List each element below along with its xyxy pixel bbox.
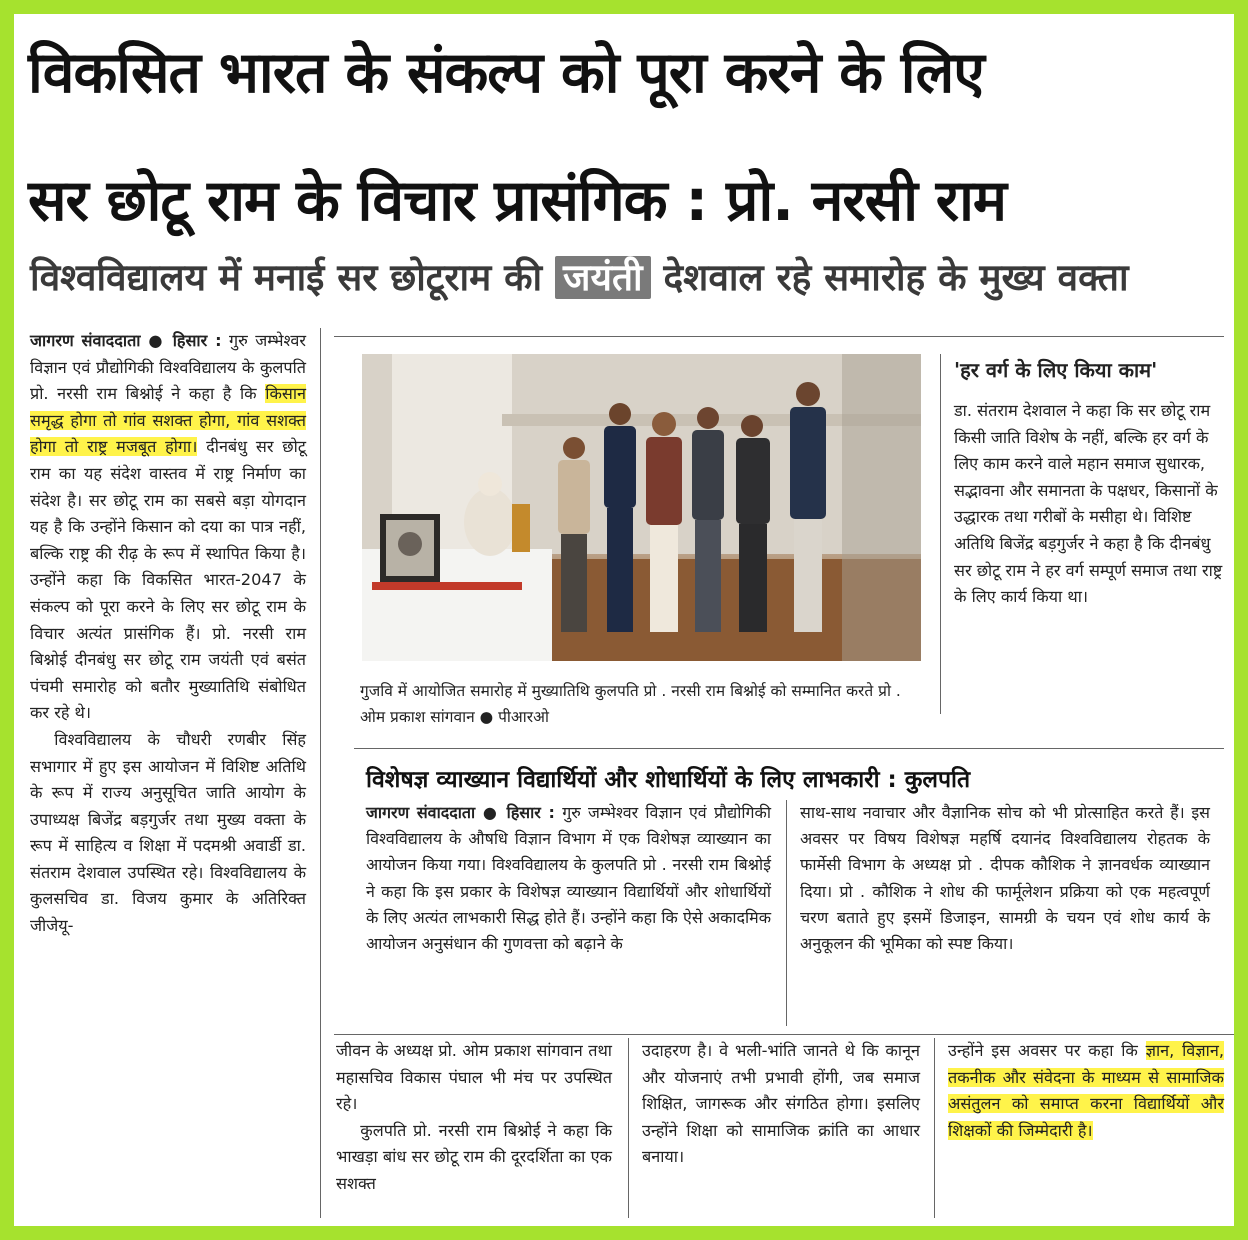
side-story-body xyxy=(954,398,1224,611)
main-col2-text: जीवन के अध्यक्ष प्रो. ओम प्रकाश सांगवान तथा महासचिव विकास पंघाल भी मंच पर उपस्थित रहे। xyxy=(336,1041,612,1114)
side-story-text: डा. संतराम देशवाल ने कहा कि सर छोटू राम किसी जाति विशेष के नहीं, बल्कि हर वर्ग के लिए काम करने वाले महान समाज सुधारक, सद्भावना और समानता के पक्षधर, किसानों के उद्धारक तथा गरीबों के मसीहा थे। विशिष्ट अतिथि बिजेंद्र बड़गुर्जर ने कहा है कि दीनबंधु सर छोटू राम ने हर वर्ग सम्पूर्ण समाज तथा राष्ट्र के लिए कार्य किया था। xyxy=(954,401,1223,607)
main-story-column-3 xyxy=(642,1038,920,1171)
lecture-right-column xyxy=(800,800,1210,957)
headline-line-2: सर छोटू राम के विचार प्रासंगिक : प्रो. नरसी राम xyxy=(28,168,1006,234)
main-story-column-2 xyxy=(336,1038,612,1198)
lecture-right-text: साथ-साथ नवाचार और वैज्ञानिक सोच को भी प्रोत्साहित करते हैं। इस अवसर पर विषय विशेषज्ञ महर्षि दयानंद विश्वविद्यालय रोहतक के फार्मेसी विभाग के अध्यक्ष प्रो . दीपक कौशिक ने ज्ञानवर्धक व्याख्यान दिया। प्रो . कौशिक ने शोध की फार्मूलेशन प्रक्रिया को एक महत्वपूर्ण चरण बताते हुए इसमें डिजाइन, सामग्री के चयन एवं शोध कार्य के अनुकूलन की भूमिका को स्पष्ट किया। xyxy=(800,803,1210,954)
side-divider xyxy=(940,354,941,714)
event-photo xyxy=(362,354,921,661)
main-p1-rest: दीनबंधु सर छोटू राम का यह संदेश वास्तव में राष्ट्र निर्माण का संदेश है। सर छोटू राम का सबसे बड़ा योगदान यह है कि उन्होंने किसान को दया का पात्र नहीं, बल्कि राष्ट्र की रीढ़ के रूप में स्थापित किया है। उन्होंने कहा कि विकसित भारत-2047 के संकल्प को पूरा करने के लिए सर छोटू राम के विचार अत्यंत प्रासंगिक हैं। प्रो. नरसी राम बिश्नोई दीनबंधु सर छोटू राम जयंती एवं बसंत पंचमी समारोह को बतौर मुख्यातिथि संबोधित कर रहे थे। xyxy=(30,437,306,723)
person-3 xyxy=(646,412,682,632)
lecture-heading: विशेषज्ञ व्याख्यान विद्यार्थियों और शोधार्थियों के लिए लाभकारी : कुलपति xyxy=(366,767,971,793)
main-col4-highlight: ज्ञान, विज्ञान, तकनीक और संवेदना के माध्यम से सामाजिक असंतुलन को समाप्त करना विद्यार्थियों और शिक्षकों की जिम्मेदारी है। xyxy=(948,1041,1224,1140)
person-6 xyxy=(790,382,826,632)
main-col4-intro: उन्होंने इस अवसर पर कहा कि xyxy=(948,1041,1138,1060)
person-1 xyxy=(558,437,590,632)
main-story-column-4 xyxy=(948,1038,1224,1144)
headline-line-1: विकसित भारत के संकल्प को पूरा करने के लिए xyxy=(28,40,984,106)
bottom-block-rule xyxy=(334,1034,1234,1035)
subheadline-pre: विश्वविद्यालय में मनाई सर छोटूराम की xyxy=(30,256,543,299)
newspaper-clipping xyxy=(14,14,1234,1226)
main-col2-p2: कुलपति प्रो. नरसी राम बिश्नोई ने कहा कि भाखड़ा बांध सर छोटू राम की दूरदर्शिता का एक सशक्त xyxy=(336,1120,612,1193)
main-p1-intro: गुरु जम्भेश्वर विज्ञान एवं प्रौद्योगिकी विश्वविद्यालय के कुलपति प्रो. नरसी राम बिश्नोई ने कहा है कि xyxy=(30,331,307,404)
main-p2: विश्वविद्यालय के चौधरी रणबीर सिंह सभागार में हुए इस आयोजन में विशिष्ट अतिथि के रूप में राज्य अनुसूचित जाति आयोग के उपाध्यक्ष बिजेंद्र बड़गुर्जर तथा मुख्य वक्ता के रूप में साहित्य व शिक्षा में पदमश्री अवार्डी डा. संतराम देशवाल उपस्थित रहे। विश्वविद्यालय के कुलसचिव डा. विजय कुमार के अतिरिक्त जीजेयू- xyxy=(30,729,306,936)
lecture-byline: जागरण संवाददाता ● हिसार : xyxy=(366,803,555,822)
column-divider xyxy=(320,328,321,1218)
side-story-heading: 'हर वर्ग के लिए किया काम' xyxy=(954,358,1158,382)
main-byline: जागरण संवाददाता ● हिसार : xyxy=(30,331,222,350)
subheadline-post: देशवाल रहे समारोह के मुख्य वक्ता xyxy=(663,256,1129,299)
photo-caption: गुजवि में आयोजित समारोह में मुख्यातिथि कुलपति प्रो . नरसी राम बिश्नोई को सम्मानित करते प्रो . ओम प्रकाश सांगवान ● पीआरओ xyxy=(360,682,901,726)
subheadline xyxy=(30,252,1230,304)
person-5 xyxy=(736,415,770,632)
person-2 xyxy=(604,403,636,632)
main-p1-highlight: किसान समृद्ध होगा तो गांव सशक्त होगा, गांव सशक्त होगा तो राष्ट्र मजबूत होगा। xyxy=(30,384,306,457)
column-divider-2 xyxy=(628,1038,629,1218)
lecture-top-rule xyxy=(354,748,1224,749)
person-4 xyxy=(692,407,724,632)
jayanti-tag: जयंती xyxy=(555,256,651,299)
event-photo-illustration xyxy=(362,354,921,661)
lecture-divider xyxy=(786,800,787,1026)
box-top-rule xyxy=(334,336,1224,337)
main-story-column-1 xyxy=(30,328,306,940)
column-divider-3 xyxy=(934,1038,935,1218)
main-col3-text: उदाहरण है। वे भली-भांति जानते थे कि कानून और योजनाएं तभी प्रभावी होंगी, जब समाज शिक्षित, जागरूक और संगठित होगा। इसलिए उन्होंने शिक्षा को सामाजिक क्रांति का आधार बनाया। xyxy=(642,1041,920,1167)
lecture-left-text: गुरु जम्भेश्वर विज्ञान एवं प्रौद्योगिकी विश्वविद्यालय के औषधि विज्ञान विभाग में एक विशेषज्ञ व्याख्यान का आयोजन किया गया। विश्वविद्यालय के कुलपति प्रो . नरसी राम बिश्नोई ने कहा कि इस प्रकार के विशेषज्ञ व्याख्यान विद्यार्थियों और शोधार्थियों के लिए अत्यंत लाभकारी सिद्ध होते हैं। उन्होंने कहा कि ऐसे अकादमिक आयोजन अनुसंधान की गुणवत्ता को बढ़ाने के xyxy=(366,803,771,954)
lecture-left-column xyxy=(366,800,771,957)
